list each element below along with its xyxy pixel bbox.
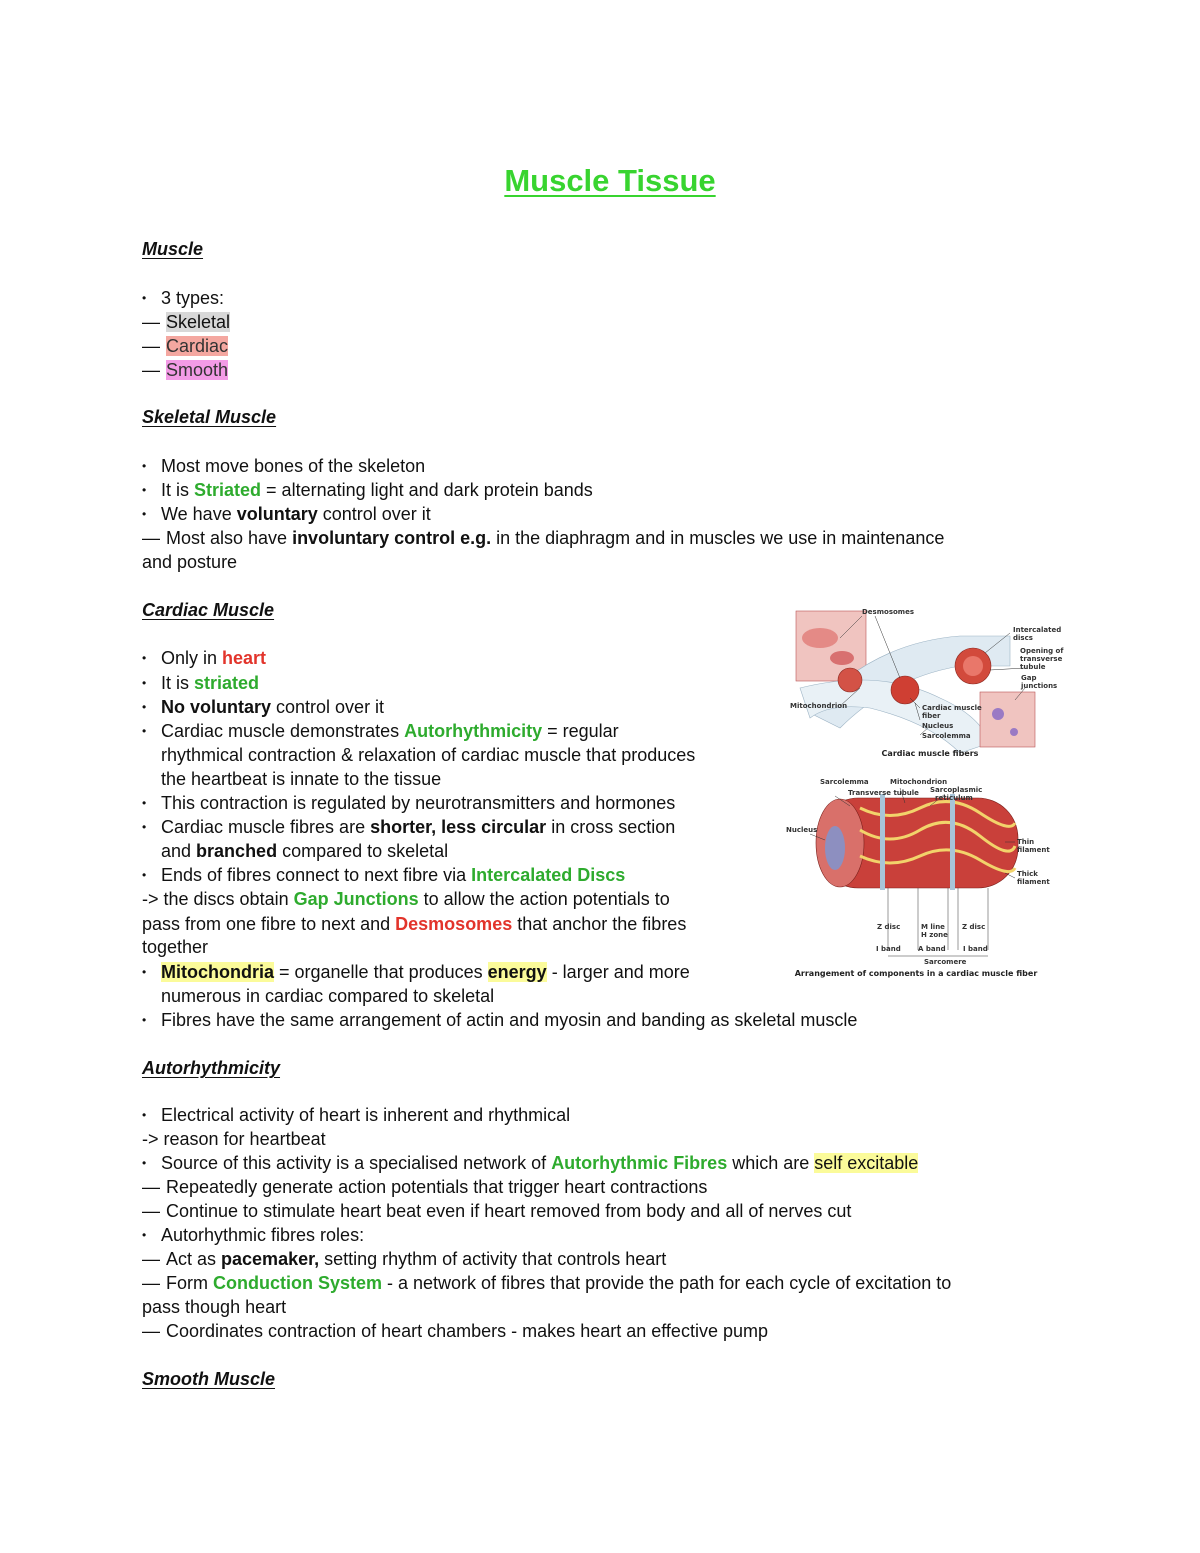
fig-label: Nucleus (922, 722, 954, 730)
bullet-icon: • (142, 965, 147, 979)
fiber-cross-section (963, 656, 983, 676)
fig-label: Transverse tubule (848, 789, 919, 797)
fig-label: transverse (1020, 655, 1063, 663)
dash-item: — Repeatedly generate action potentials that trigger heart contractions (142, 1177, 708, 1197)
nucleus-shape (825, 826, 845, 870)
heading-cardiac-muscle: Cardiac Muscle (142, 600, 275, 620)
bullet-item: • Mitochondria = organelle that produces energy - larger and more (142, 962, 690, 982)
bullet-icon: • (142, 459, 147, 473)
fig-label: I band (963, 945, 988, 953)
heading-autorhythmicity: Autorhythmicity (142, 1058, 281, 1078)
fig-label: filament (1017, 846, 1050, 854)
gap-junction-shape (992, 708, 1004, 720)
bullet-icon: • (142, 676, 147, 690)
bullet-item: • We have voluntary control over it (142, 504, 431, 524)
dash-item (142, 359, 228, 381)
dash-icon: — (142, 1273, 160, 1293)
heading-skeletal-muscle: Skeletal Muscle (142, 407, 277, 427)
bullet-item: • 3 types: (142, 288, 225, 308)
fiber-cross-section (891, 676, 919, 704)
fig-label: Z disc (877, 923, 901, 931)
transverse-tubule-shape (880, 794, 885, 890)
text-line: together (142, 937, 209, 957)
text-line: -> the discs obtain Gap Junctions to allow the action potentials to (142, 889, 670, 909)
fig-label: Mitochondrion (790, 702, 848, 710)
fig-label: Sarcolemma (820, 778, 869, 786)
bullet-item: • Cardiac muscle fibres are shorter, less circular in cross section (142, 817, 676, 837)
bullet-item: • Fibres have the same arrangement of actin and myosin and banding as skeletal muscle (142, 1010, 858, 1030)
bullet-icon: • (142, 507, 147, 521)
heading-smooth-muscle: Smooth Muscle (142, 1369, 276, 1389)
heading-muscle: Muscle (142, 239, 204, 259)
dash-item: — Form Conduction System - a network of fibres that provide the path for each cycle of excitation to (142, 1273, 952, 1293)
bullet-icon: • (142, 1013, 147, 1027)
bullet-item: • Most move bones of the skeleton (142, 456, 426, 476)
dash-icon: — (142, 528, 160, 548)
fig-caption-bottom: Arrangement of components in a cardiac muscle fiber (794, 969, 1038, 978)
bullet-icon: • (142, 1108, 147, 1122)
bullet-icon: • (142, 724, 147, 738)
fig-label: tubule (1020, 663, 1046, 671)
fig-label: Z disc (962, 923, 986, 931)
dash-item: — Act as pacemaker, setting rhythm of activity that controls heart (142, 1249, 667, 1269)
bullet-icon: • (142, 651, 147, 665)
bullet-item: • This contraction is regulated by neurotransmitters and hormones (142, 793, 676, 813)
fig-label: M line (921, 923, 945, 931)
bullet-icon: • (142, 1228, 147, 1242)
bullet-icon: • (142, 796, 147, 810)
dash-icon: — (142, 1321, 160, 1341)
bullet-item: • No voluntary control over it (142, 697, 385, 717)
fig-label: filament (1017, 878, 1050, 886)
bullet-item: • It is striated (142, 673, 260, 693)
text-line: and branched compared to skeletal (161, 841, 449, 861)
text-line: rhythmical contraction & relaxation of cardiac muscle that produces (161, 745, 696, 765)
bullet-item: • Cardiac muscle demonstrates Autorhythmicity = regular (142, 721, 619, 741)
dash-icon: — (142, 1201, 160, 1221)
desmosome-shape (830, 651, 854, 665)
fiber-cross-section (838, 668, 862, 692)
bullet-icon: • (142, 483, 147, 497)
desmosome-shape (802, 628, 838, 648)
inset-box-gap-junctions (980, 692, 1035, 747)
fig-label: junctions (1021, 682, 1058, 690)
fig-label: A band (918, 945, 946, 953)
fig-label: fiber (922, 712, 941, 720)
fig-label: Mitochondrion (890, 778, 948, 786)
text-line: pass though heart (142, 1297, 287, 1317)
text-line: pass from one fibre to next and Desmosomes that anchor the fibres (142, 914, 687, 934)
fig-label: H zone (921, 931, 948, 939)
bullet-icon: • (142, 291, 147, 305)
bullet-icon: • (142, 820, 147, 834)
cardiac-muscle-figure (780, 608, 1070, 988)
fig-label: Desmosomes (862, 608, 915, 616)
fig-label: Gap (1021, 674, 1037, 682)
text-line: -> reason for heartbeat (142, 1129, 326, 1149)
fig-label: Intercalated (1013, 626, 1062, 634)
dash-icon: — (142, 312, 160, 332)
type-skeletal: Skeletal (166, 312, 231, 332)
bullet-item: • It is Striated = alternating light and dark protein bands (142, 480, 593, 500)
dash-icon: — (142, 360, 160, 380)
bullet-icon: • (142, 1156, 147, 1170)
fig-label: Opening of (1020, 647, 1064, 655)
fig-label: Sarcolemma (922, 732, 971, 740)
page-title: Muscle Tissue (504, 163, 716, 198)
text-line: and posture (142, 552, 238, 572)
dash-item: — Coordinates contraction of heart chambers - makes heart an effective pump (142, 1321, 768, 1341)
fig-label: Thick (1017, 870, 1038, 878)
dash-item (142, 335, 228, 357)
dash-icon: — (142, 1177, 160, 1197)
bullet-icon: • (142, 700, 147, 714)
bullet-item: • Electrical activity of heart is inherent and rhythmical (142, 1105, 571, 1125)
text-line: numerous in cardiac compared to skeletal (161, 986, 495, 1006)
dash-icon: — (142, 1249, 160, 1269)
bullet-item: • Source of this activity is a specialised network of Autorhythmic Fibres which are self excitable (142, 1153, 919, 1173)
dash-icon: — (142, 336, 160, 356)
fig-label: Thin (1017, 838, 1035, 846)
dash-item (142, 311, 230, 333)
gap-junction-shape (1010, 728, 1018, 736)
bullet-icon: • (142, 868, 147, 882)
dash-item: — Continue to stimulate heart beat even if heart removed from body and all of nerves cut (142, 1201, 852, 1221)
cardiac-muscle-illustration (780, 608, 1070, 988)
type-cardiac: Cardiac (166, 336, 229, 356)
fig-label: Sarcoplasmic (930, 786, 983, 794)
dash-item: — Most also have involuntary control e.g. in the diaphragm and in muscles we use in maintenance (142, 528, 945, 548)
text-line: the heartbeat is innate to the tissue (161, 769, 442, 789)
fig-caption-top: Cardiac muscle fibers (881, 749, 979, 758)
fig-label: discs (1013, 634, 1033, 642)
bullet-item: • Autorhythmic fibres roles: (142, 1225, 365, 1245)
fig-label: Cardiac muscle (922, 704, 982, 712)
bullet-item: • Only in heart (142, 648, 267, 668)
type-smooth: Smooth (166, 360, 229, 380)
fig-label: Nucleus (786, 826, 818, 834)
fig-label: Sarcomere (924, 958, 967, 966)
transverse-tubule-shape (950, 794, 955, 890)
fig-label: reticulum (935, 794, 973, 802)
fig-label: I band (876, 945, 901, 953)
bullet-item: • Ends of fibres connect to next fibre via Intercalated Discs (142, 865, 626, 885)
